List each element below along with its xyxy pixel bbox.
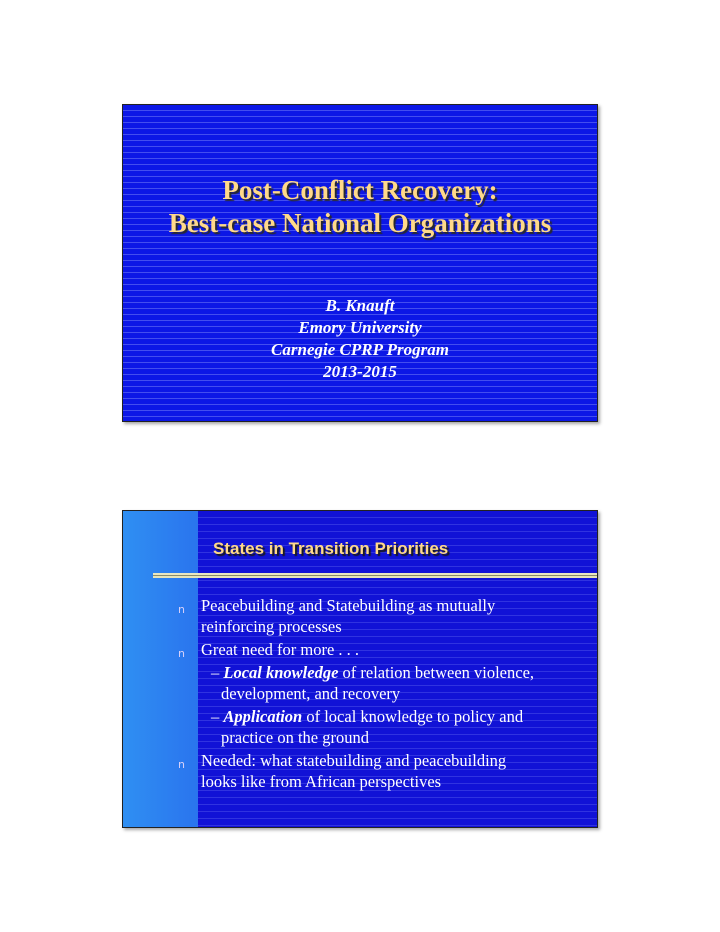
bullet-marker-icon: n [178, 758, 185, 771]
bullet-text: Peacebuilding and Statebuilding as mutually [201, 596, 496, 615]
author-name: B. Knauft [325, 296, 395, 315]
sub-bullet-text: of relation between violence, [338, 663, 535, 682]
bullet-text: Needed: what statebuilding and peacebuilding [201, 751, 507, 770]
title-slide [122, 104, 598, 422]
program-name: Carnegie CPRP Program [271, 340, 449, 359]
bullet-text-continued: looks like from African perspectives [201, 772, 442, 791]
author-affiliation: Emory University [298, 318, 422, 337]
program-years: 2013-2015 [323, 362, 397, 381]
sub-bullet-dash: – [211, 663, 220, 682]
bullet-item [123, 750, 597, 792]
bullet-marker-icon: n [178, 603, 185, 616]
bullet-marker-icon: n [178, 647, 185, 660]
sub-bullet-text: of local knowledge to policy and [302, 707, 524, 726]
sub-bullet-text-continued: practice on the ground [221, 728, 369, 747]
slide-title-line-2: Best-case National Organizations [168, 208, 552, 238]
title-divider [153, 573, 598, 578]
slide-title: States in Transition Priorities [213, 539, 449, 558]
bullet-text-continued: reinforcing processes [201, 617, 342, 636]
bullet-text: Great need for more . . . [201, 640, 360, 659]
bullet-item [123, 639, 597, 660]
sub-bullet-item [123, 662, 597, 704]
bullet-item [123, 595, 597, 637]
sub-bullet-text-continued: development, and recovery [221, 684, 401, 703]
slide-title-line-1: Post-Conflict Recovery: [222, 175, 498, 205]
sub-bullet-emphasis: Application [223, 707, 303, 726]
bullet-list [123, 595, 597, 794]
sub-bullet-emphasis: Local knowledge [223, 663, 339, 682]
sub-bullet-dash: – [211, 707, 220, 726]
sub-bullet-item [123, 706, 597, 748]
content-slide [122, 510, 598, 828]
